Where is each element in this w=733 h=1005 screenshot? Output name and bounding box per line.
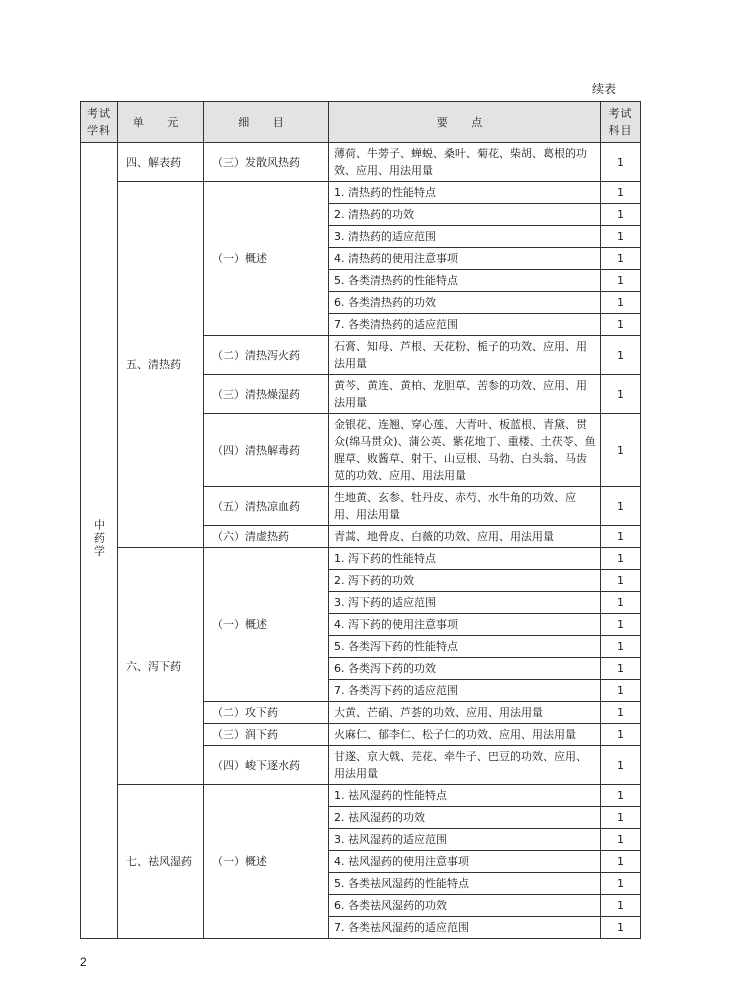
detail-cell: （三）润下药 [204, 724, 329, 746]
point-cell: 6. 各类清热药的功效 [329, 292, 601, 314]
table-row [81, 182, 641, 204]
category-cell: 1 [601, 336, 641, 375]
category-cell: 1 [601, 895, 641, 917]
unit-cell: 五、清热药 [118, 182, 204, 548]
category-cell: 1 [601, 680, 641, 702]
detail-cell: （三）发散风热药 [204, 143, 329, 182]
point-cell: 7. 各类祛风湿药的适应范围 [329, 917, 601, 939]
header-category: 考试 科目 [601, 102, 641, 143]
category-cell: 1 [601, 917, 641, 939]
point-cell: 4. 清热药的使用注意事项 [329, 248, 601, 270]
point-cell: 薄荷、牛蒡子、蝉蜕、桑叶、菊花、柴胡、葛根的功效、应用、用法用量 [329, 143, 601, 182]
category-cell: 1 [601, 807, 641, 829]
category-cell: 1 [601, 614, 641, 636]
category-cell: 1 [601, 487, 641, 526]
point-cell: 大黄、芒硝、芦荟的功效、应用、用法用量 [329, 702, 601, 724]
detail-cell: （二）清热泻火药 [204, 336, 329, 375]
detail-cell: （六）清虚热药 [204, 526, 329, 548]
point-cell: 4. 泻下药的使用注意事项 [329, 614, 601, 636]
point-cell: 1. 清热药的性能特点 [329, 182, 601, 204]
category-cell: 1 [601, 270, 641, 292]
point-cell: 5. 各类泻下药的性能特点 [329, 636, 601, 658]
point-cell: 青蒿、地骨皮、白薇的功效、应用、用法用量 [329, 526, 601, 548]
table-row [81, 785, 641, 807]
syllabus-table [80, 101, 641, 939]
category-cell: 1 [601, 204, 641, 226]
unit-cell: 六、泻下药 [118, 548, 204, 785]
category-cell: 1 [601, 636, 641, 658]
point-cell: 石膏、知母、芦根、天花粉、栀子的功效、应用、用法用量 [329, 336, 601, 375]
point-cell: 1. 祛风湿药的性能特点 [329, 785, 601, 807]
category-cell: 1 [601, 182, 641, 204]
category-cell: 1 [601, 414, 641, 487]
category-cell: 1 [601, 548, 641, 570]
point-cell: 7. 各类泻下药的适应范围 [329, 680, 601, 702]
category-cell: 1 [601, 746, 641, 785]
category-cell: 1 [601, 570, 641, 592]
point-cell: 甘遂、京大戟、芫花、牵牛子、巴豆的功效、应用、用法用量 [329, 746, 601, 785]
point-cell: 3. 祛风湿药的适应范围 [329, 829, 601, 851]
category-cell: 1 [601, 873, 641, 895]
point-cell: 2. 泻下药的功效 [329, 570, 601, 592]
category-cell: 1 [601, 829, 641, 851]
category-cell: 1 [601, 375, 641, 414]
detail-cell: （四）清热解毒药 [204, 414, 329, 487]
detail-cell: （一）概述 [204, 548, 329, 702]
category-cell: 1 [601, 226, 641, 248]
point-cell: 6. 各类祛风湿药的功效 [329, 895, 601, 917]
table-header-row [81, 102, 641, 143]
table-row [81, 143, 641, 182]
point-cell: 3. 泻下药的适应范围 [329, 592, 601, 614]
category-cell: 1 [601, 851, 641, 873]
category-cell: 1 [601, 702, 641, 724]
unit-cell: 四、解表药 [118, 143, 204, 182]
category-cell: 1 [601, 248, 641, 270]
category-cell: 1 [601, 314, 641, 336]
point-cell: 2. 祛风湿药的功效 [329, 807, 601, 829]
category-cell: 1 [601, 785, 641, 807]
header-exam-subject: 考试 学科 [81, 102, 118, 143]
point-cell: 6. 各类泻下药的功效 [329, 658, 601, 680]
detail-cell: （四）峻下逐水药 [204, 746, 329, 785]
detail-cell: （二）攻下药 [204, 702, 329, 724]
subject-cell [81, 143, 118, 939]
point-cell: 7. 各类清热药的适应范围 [329, 314, 601, 336]
category-cell: 1 [601, 526, 641, 548]
table-row [81, 548, 641, 570]
point-cell: 4. 祛风湿药的使用注意事项 [329, 851, 601, 873]
point-cell: 金银花、连翘、穿心莲、大青叶、板蓝根、青黛、贯众(绵马贯众)、蒲公英、紫花地丁、重楼、土茯苓、鱼腥草、败酱草、射干、山豆根、马勃、白头翁、马齿苋的功效、应用、用法用量 [329, 414, 601, 487]
table-body [81, 143, 641, 939]
point-cell: 1. 泻下药的性能特点 [329, 548, 601, 570]
category-cell: 1 [601, 143, 641, 182]
subject-label: 中药学 [92, 518, 106, 558]
point-cell: 火麻仁、郁李仁、松子仁的功效、应用、用法用量 [329, 724, 601, 746]
detail-cell: （三）清热燥湿药 [204, 375, 329, 414]
point-cell: 5. 各类清热药的性能特点 [329, 270, 601, 292]
point-cell: 黄芩、黄连、黄柏、龙胆草、苦参的功效、应用、用法用量 [329, 375, 601, 414]
point-cell: 3. 清热药的适应范围 [329, 226, 601, 248]
point-cell: 5. 各类祛风湿药的性能特点 [329, 873, 601, 895]
unit-cell: 七、祛风湿药 [118, 785, 204, 939]
continued-table-note: 续表 [592, 82, 617, 96]
header-detail: 细 目 [204, 102, 329, 143]
detail-cell: （一）概述 [204, 182, 329, 336]
detail-cell: （五）清热凉血药 [204, 487, 329, 526]
header-point: 要 点 [329, 102, 601, 143]
category-cell: 1 [601, 658, 641, 680]
point-cell: 2. 清热药的功效 [329, 204, 601, 226]
category-cell: 1 [601, 292, 641, 314]
page-number: 2 [80, 955, 87, 969]
detail-cell: （一）概述 [204, 785, 329, 939]
point-cell: 生地黄、玄参、牡丹皮、赤芍、水牛角的功效、应用、用法用量 [329, 487, 601, 526]
header-unit: 单 元 [118, 102, 204, 143]
category-cell: 1 [601, 592, 641, 614]
category-cell: 1 [601, 724, 641, 746]
